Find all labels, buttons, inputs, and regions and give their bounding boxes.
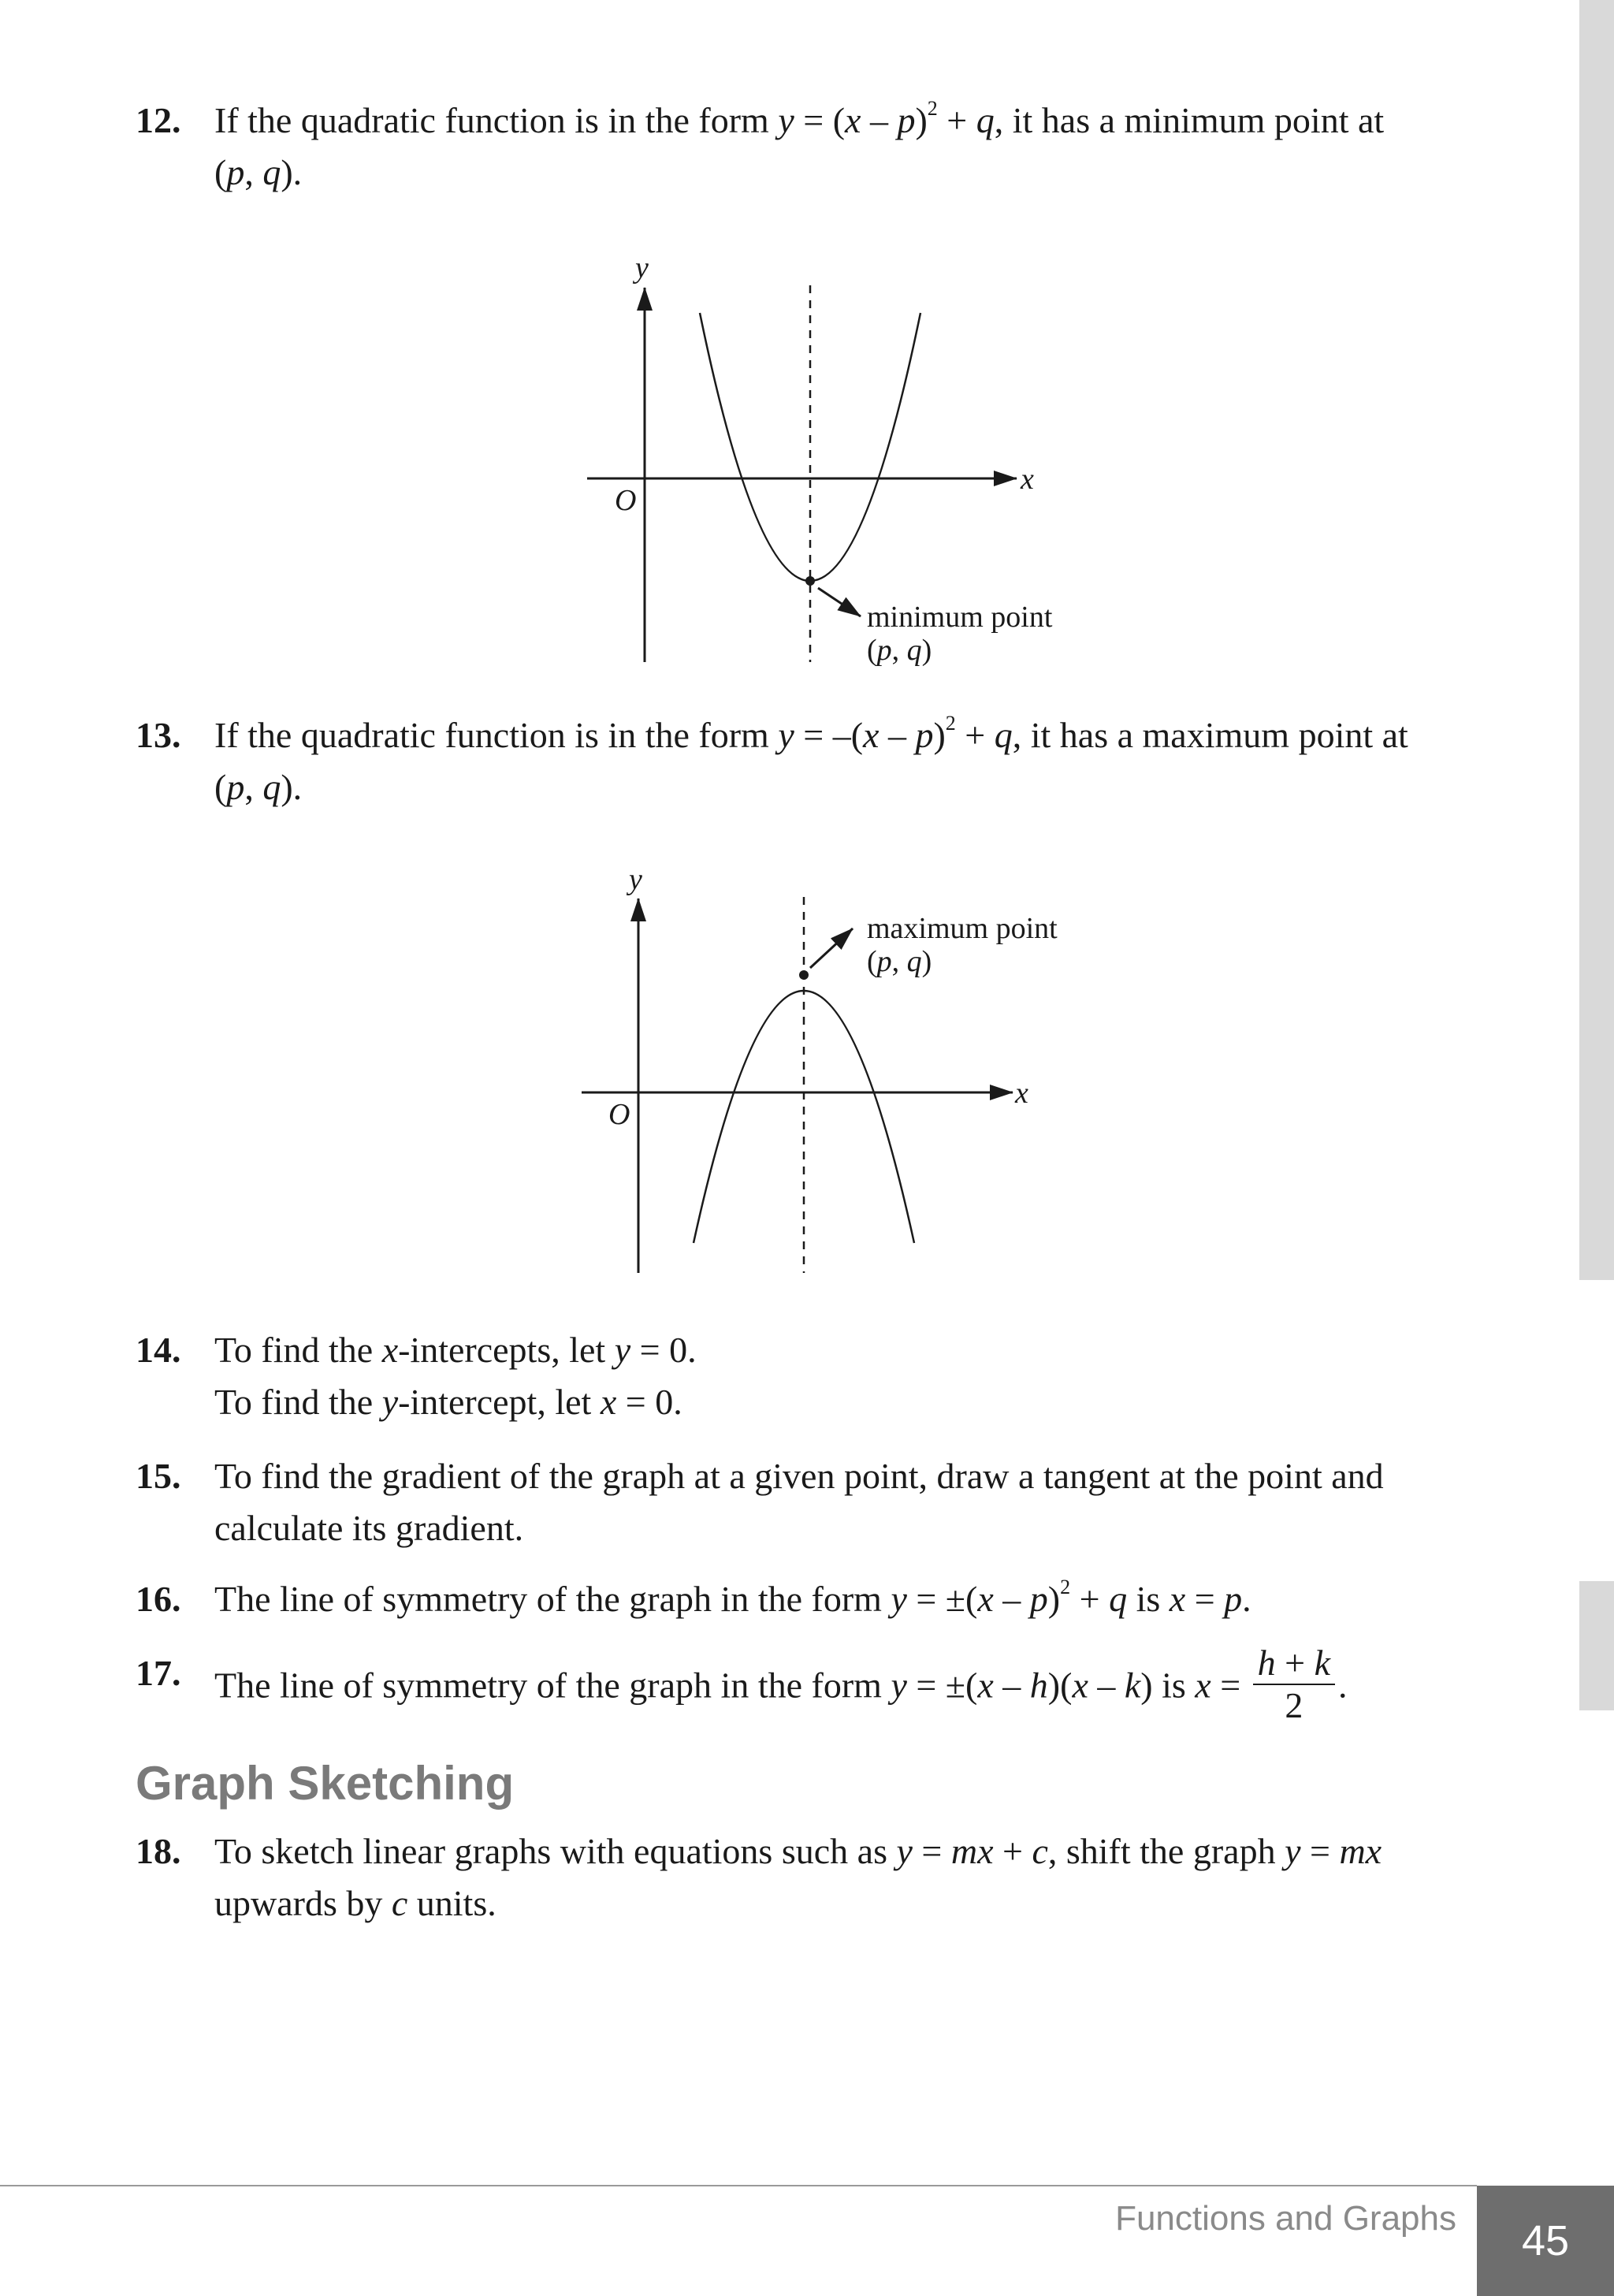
list-item-15: [136, 1450, 1507, 1554]
y-axis-label: y: [629, 863, 642, 896]
minimum-point-label: minimum point: [867, 601, 1053, 634]
item-number: 16.: [136, 1579, 181, 1619]
item-text: [214, 1573, 1507, 1625]
list-item-17: [136, 1643, 1507, 1731]
x-axis-label: x: [1021, 463, 1034, 496]
item-line: calculate its gradient.: [214, 1508, 524, 1548]
item-line: (p, q).: [214, 152, 303, 192]
item-line: If the quadratic function is in the form y = (x – p)$^2$ + q, it has a minimum point at: [214, 97, 1385, 140]
item-line: To find the gradient of the graph at a given point, draw a tangent at the point and: [214, 1456, 1384, 1496]
item-text: [214, 95, 1507, 199]
list-item-18: [136, 1825, 1507, 1929]
item-text: [214, 709, 1507, 813]
list-item-16: [136, 1573, 1507, 1625]
minimum-point-diagram: [567, 244, 1103, 686]
item-line: To sketch linear graphs with equations such as y = mx + c, shift the graph y = mx: [214, 1831, 1382, 1871]
maximum-point-label: maximum point: [867, 912, 1058, 945]
maximum-point-diagram: [567, 859, 1103, 1301]
maximum-point-coords: (p, q): [867, 945, 932, 978]
item-line: To find the x-intercepts, let y = 0.: [214, 1330, 697, 1370]
minimum-point-marker: [805, 576, 815, 586]
list-item-14: [136, 1324, 1507, 1428]
item-number: 17.: [136, 1653, 181, 1693]
minimum-point-coords: (p, q): [867, 634, 932, 667]
section-heading: Graph Sketching: [136, 1757, 515, 1810]
item-text: [214, 1825, 1507, 1929]
maximum-point-marker: [799, 970, 809, 980]
item-line: The line of symmetry of the graph in the form y = ±(x – p)$^2$ + q is x = p.: [214, 1576, 1251, 1619]
item-line: To find the y-intercept, let x = 0.: [214, 1382, 682, 1422]
fraction: $\frac{h + k}{2}$: [1253, 1643, 1335, 1726]
side-tab-upper: [1579, 0, 1614, 1280]
list-item-12: [136, 95, 1507, 199]
item-line: The line of symmetry of the graph in the form y = ±(x – h)(x – k) is x = $\frac{h + k}{2}$ .: [214, 1643, 1348, 1725]
item-text: [214, 1324, 1507, 1428]
item-number: 14.: [136, 1330, 181, 1370]
x-axis-label: x: [1015, 1077, 1028, 1110]
side-tab-lower: [1579, 1581, 1614, 1710]
footer-divider: [0, 2185, 1477, 2186]
pointer-arrow: [818, 588, 861, 616]
pointer-arrow: [810, 928, 853, 968]
item-line: (p, q).: [214, 767, 303, 807]
item-number: 12.: [136, 100, 181, 140]
item-text: [214, 1643, 1507, 1731]
parabola-curve: [694, 991, 914, 1243]
item-text: [214, 1450, 1507, 1554]
footer-chapter-title: Functions and Graphs: [1115, 2199, 1456, 2238]
y-axis-label: y: [635, 251, 649, 285]
page-number: 45: [1477, 2186, 1614, 2296]
item-number: 15.: [136, 1456, 181, 1496]
origin-label: O: [608, 1098, 630, 1131]
item-number: 13.: [136, 715, 181, 755]
list-item-13: [136, 709, 1507, 813]
item-line: If the quadratic function is in the form y = –(x – p)$^2$ + q, it has a maximum point at: [214, 712, 1408, 755]
origin-label: O: [615, 484, 637, 517]
item-number: 18.: [136, 1831, 181, 1871]
item-line: upwards by c units.: [214, 1883, 496, 1923]
